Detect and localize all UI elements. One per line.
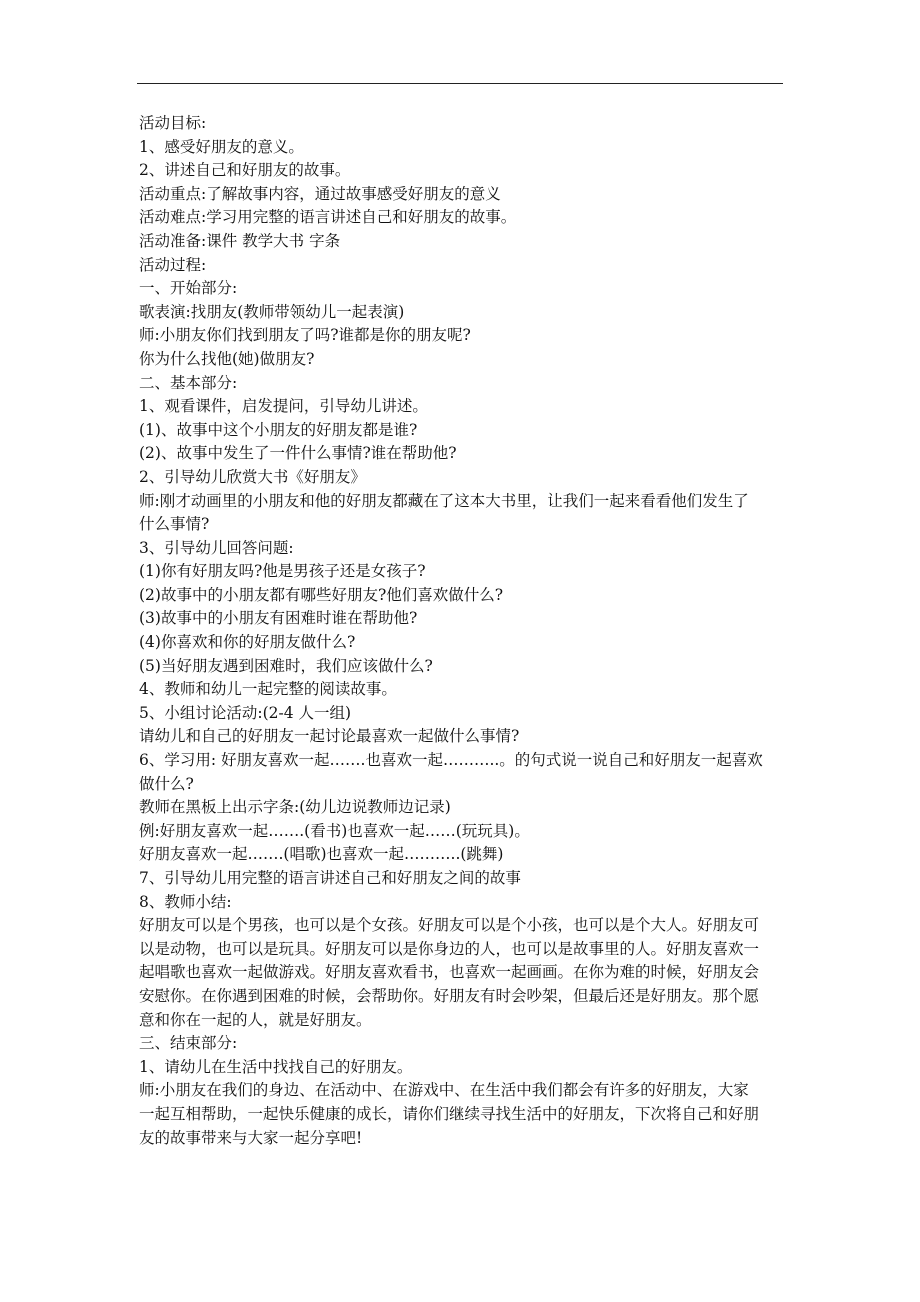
text-line: 好朋友可以是个男孩，也可以是个女孩。好朋友可以是个小孩，也可以是个大人。好朋友可 <box>139 916 760 935</box>
text-line: 5、小组讨论活动:(2-4 人一组) <box>139 703 352 722</box>
text-line: 活动准备:课件 教学大书 字条 <box>139 231 341 250</box>
text-line: 1、观看课件，启发提问，引导幼儿讲述。 <box>139 397 428 416</box>
text-line: 例:好朋友喜欢一起…….(看书)也喜欢一起……(玩玩具)。 <box>139 821 530 840</box>
text-line: 8、教师小结: <box>139 892 232 911</box>
text-line: 好朋友喜欢一起…….(唱歌)也喜欢一起………..(跳舞) <box>139 845 504 864</box>
text-line: (2)、故事中发生了一件什么事情?谁在帮助他? <box>139 444 457 463</box>
text-line: 师:小朋友你们找到朋友了吗?谁都是你的朋友呢? <box>139 326 471 345</box>
text-line: 1、感受好朋友的意义。 <box>139 137 304 156</box>
text-line: 教师在黑板上出示字条:(幼儿边说教师边记录) <box>139 798 451 817</box>
text-line: (1)你有好朋友吗?他是男孩子还是女孩子? <box>139 562 426 581</box>
document-body <box>139 112 782 1150</box>
text-line: 一起互相帮助，一起快乐健康的成长，请你们继续寻找生活中的好朋友，下次将自己和好朋 <box>139 1104 760 1123</box>
text-line: 安慰你。在你遇到困难的时候，会帮助你。好朋友有时会吵架，但最后还是好朋友。那个愿 <box>139 986 760 1005</box>
text-line: (4)你喜欢和你的好朋友做什么? <box>139 633 356 652</box>
text-line: 以是动物，也可以是玩具。好朋友可以是你身边的人，也可以是故事里的人。好朋友喜欢一 <box>139 939 760 958</box>
text-line: (2)故事中的小朋友都有哪些好朋友?他们喜欢做什么? <box>139 585 504 604</box>
text-line: (1)、故事中这个小朋友的好朋友都是谁? <box>139 420 418 439</box>
text-line: 活动难点:学习用完整的语言讲述自己和好朋友的故事。 <box>139 208 517 227</box>
text-line: 活动目标: <box>139 114 207 132</box>
text-line: 什么事情? <box>139 515 210 534</box>
text-line: 三、结束部分: <box>139 1034 238 1053</box>
text-line: 起唱歌也喜欢一起做游戏。好朋友喜欢看书，也喜欢一起画画。在你为难的时候，好朋友会 <box>139 963 760 982</box>
text-line: 请幼儿和自己的好朋友一起讨论最喜欢一起做什么事情? <box>139 727 520 746</box>
text-line: 意和你在一起的人，就是好朋友。 <box>139 1010 372 1029</box>
text-line: 2、讲述自己和好朋友的故事。 <box>139 161 351 180</box>
text-line: 2、引导幼儿欣赏大书《好朋友》 <box>139 467 366 486</box>
text-line: 做什么? <box>139 774 194 793</box>
text-line: 4、教师和幼儿一起完整的阅读故事。 <box>139 680 397 699</box>
text-line: 一、开始部分: <box>139 279 238 298</box>
text-line: 你为什么找他(她)做朋友? <box>139 349 315 368</box>
text-line: (5)当好朋友遇到困难时，我们应该做什么? <box>139 656 433 675</box>
text-line: 友的故事带来与大家一起分享吧! <box>139 1128 363 1147</box>
text-line: 6、学习用: 好朋友喜欢一起…….也喜欢一起………..。的句式说一说自己和好朋友一起喜欢 <box>139 751 763 770</box>
text-line: 3、引导幼儿回答问题: <box>139 538 294 557</box>
text-line: 1、请幼儿在生活中找找自己的好朋友。 <box>139 1057 413 1076</box>
text-line: (3)故事中的小朋友有困难时谁在帮助他? <box>139 609 418 628</box>
text-line: 师:刚才动画里的小朋友和他的好朋友都藏在了这本大书里，让我们一起来看看他们发生了 <box>139 491 749 510</box>
text-line: 活动重点:了解故事内容，通过故事感受好朋友的意义 <box>139 184 501 203</box>
text-line: 活动过程: <box>139 255 207 274</box>
text-line: 歌表演:找朋友(教师带领幼儿一起表演) <box>139 302 405 321</box>
text-line: 师:小朋友在我们的身边、在活动中、在游戏中、在生活中我们都会有许多的好朋友，大家 <box>139 1081 749 1100</box>
header-rule <box>137 83 783 84</box>
text-line: 7、引导幼儿用完整的语言讲述自己和好朋友之间的故事 <box>139 869 521 887</box>
text-line: 二、基本部分: <box>139 373 238 392</box>
